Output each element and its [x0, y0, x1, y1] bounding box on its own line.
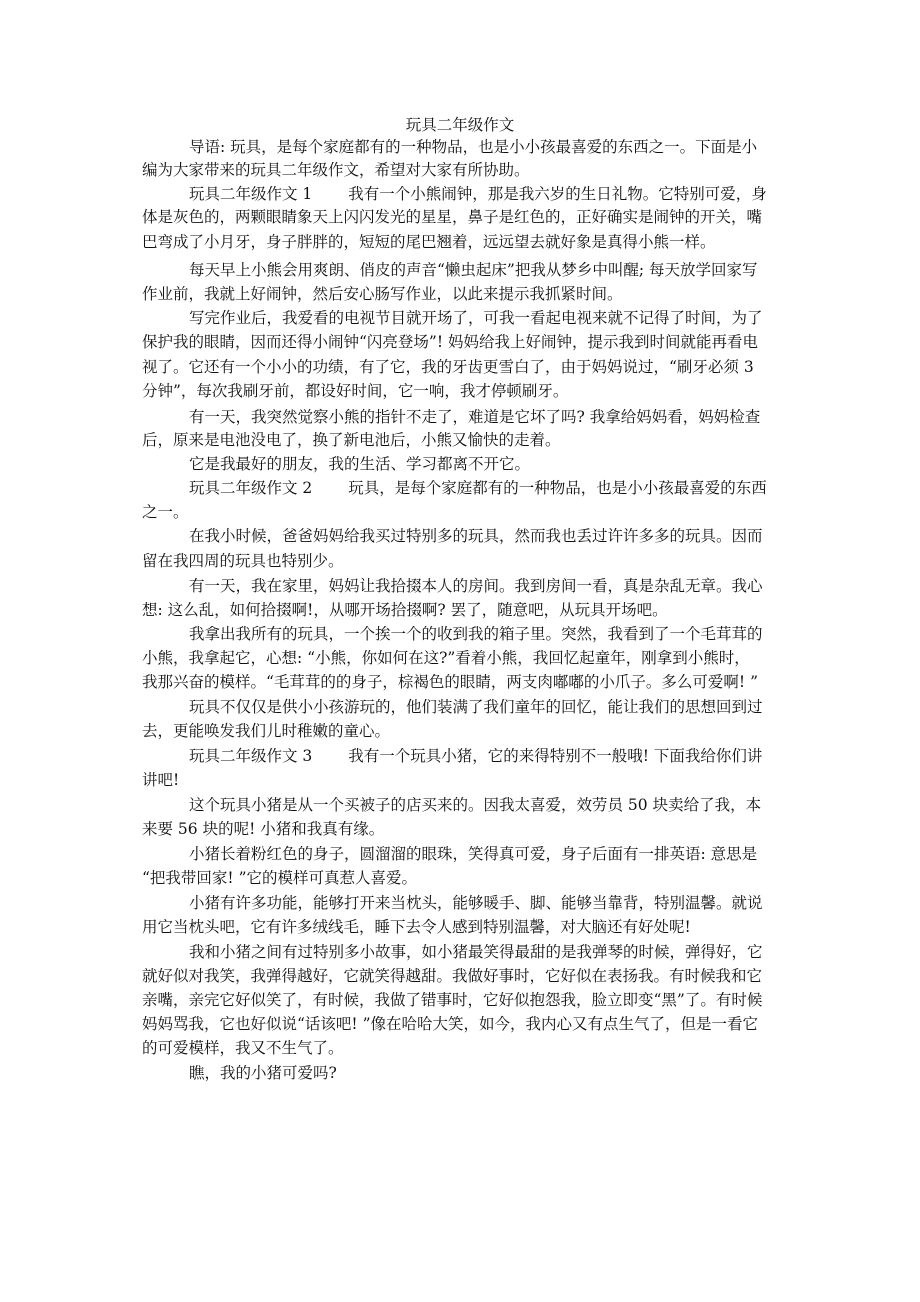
text-line: “把我带回家! ”它的模样可真惹人喜爱。: [142, 869, 418, 887]
text-line: 它是我最好的朋友，我的生活、学习都离不开它。: [189, 455, 531, 473]
text-line: 玩具二年级作文 2 玩具，是每个家庭都有的一种物品，也是小小孩最喜爱的东西: [189, 479, 767, 497]
text-line: 亲嘴，亲完它好似笑了，有时候，我做了错事时，它好似抱怨我，脸立即变“黑”了。有时候: [142, 991, 763, 1009]
text-line: 小熊，我拿起它，心想: “小熊，你如何在这?”看着小熊，我回忆起童年，刚拿到小熊时，: [142, 649, 750, 667]
text-line: 这个玩具小猪是从一个买被子的店买来的。因我太喜爱，效劳员 50 块卖给了我，本: [189, 796, 762, 814]
text-line: 小猪长着粉红色的身子，圆溜溜的眼珠，笑得真可爱，身子后面有一排英语: 意思是: [189, 845, 758, 863]
text-line: 之一。: [142, 503, 189, 521]
text-line: 保护我的眼睛，因而还得小闹钟“闪亮登场”! 妈妈给我上好闹钟，提示我到时间就能再看电: [142, 333, 759, 351]
text-line: 玩具二年级作文 1 我有一个小熊闹钟，那是我六岁的生日礼物。它特别可爱，身: [189, 185, 767, 203]
text-line: 留在我四周的玩具也特别少。: [142, 552, 344, 570]
text-line: 后，原来是电池没电了，换了新电池后，小熊又愉快的走着。: [142, 431, 561, 449]
text-line: 玩具二年级作文 3 我有一个玩具小猪，它的来得特别不一般哦! 下面我给你们讲: [189, 747, 763, 765]
text-line: 妈妈骂我，它也好似说“话该吧! ”像在哈哈大笑，如今，我内心又有点生气了，但是一看它: [142, 1015, 759, 1033]
text-line: 瞧，我的小猪可爱吗?: [189, 1064, 337, 1082]
text-line: 我和小猪之间有过特别多小故事，如小猪最笑得最甜的是我弹琴的时候，弹得好，它: [189, 943, 763, 961]
document-title: 玩具二年级作文: [405, 116, 515, 134]
text-line: 的可爱模样，我又不生气了。: [142, 1039, 344, 1057]
text-line: 作业前，我就上好闹钟，然后安心肠写作业，以此来提示我抓紧时间。: [142, 285, 623, 303]
text-line: 分钟”，每次我刷牙前，都设好时间，它一响，我才停顿刷牙。: [142, 382, 569, 400]
text-line: 讲吧!: [142, 771, 180, 789]
text-line: 巴弯成了小月牙，身子胖胖的，短短的尾巴翘着，远远望去就好象是真得小熊一样。: [142, 233, 716, 251]
text-line: 有一天，我突然觉察小熊的指针不走了，难道是它坏了吗? 我拿给妈妈看，妈妈检查: [189, 408, 761, 426]
text-line: 有一天，我在家里，妈妈让我拾掇本人的房间。我到房间一看，真是杂乱无章。我心: [189, 577, 763, 595]
text-line: 来要 56 块的呢! 小猪和我真有缘。: [142, 820, 385, 838]
text-line: 去，更能唤发我们儿时稚嫩的童心。: [142, 722, 391, 740]
text-line: 每天早上小熊会用爽朗、俏皮的声音“懒虫起床”把我从梦乡中叫醒; 每天放学回家写: [189, 261, 758, 279]
text-line: 编为大家带来的玩具二年级作文，希望对大家有所协助。: [142, 161, 530, 179]
text-line: 我那兴奋的模样。“毛茸茸的的身子，棕褐色的眼睛，两支肉嘟嘟的小爪子。多么可爱啊! ”: [142, 673, 759, 691]
text-line: 在我小时候，爸爸妈妈给我买过特别多的玩具，然而我也丢过许许多多的玩具。因而: [189, 527, 763, 545]
text-line: 体是灰色的，两颗眼睛象天上闪闪发光的星星，鼻子是红色的，正好确实是闹钟的开关，嘴: [142, 208, 763, 226]
text-line: 视了。它还有一个小小的功绩，有了它，我的牙齿更雪白了，由于妈妈说过，“刷牙必须 3: [142, 358, 754, 376]
text-line: 就好似对我笑，我弹得越好，它就笑得越甜。我做好事时，它好似在表扬我。有时候我和它: [142, 967, 763, 985]
text-line: 玩具不仅仅是供小小孩游玩的，他们装满了我们童年的回忆，能让我们的思想回到过: [189, 698, 763, 716]
text-line: 写完作业后，我爱看的电视节目就开场了，可我一看起电视来就不记得了时间，为了: [189, 309, 763, 327]
text-line: 想: 这么乱，如何拾掇啊!，从哪开场拾掇啊? 罢了，随意吧，从玩具开场吧。: [142, 601, 668, 619]
text-line: 小猪有许多功能，能够打开来当枕头，能够暖手、脚、能够当靠背，特别温馨。就说: [189, 894, 763, 912]
text-line: 导语: 玩具，是每个家庭都有的一种物品，也是小小孩最喜爱的东西之一。下面是小: [189, 138, 758, 156]
text-line: 用它当枕头吧，它有许多绒线毛，睡下去令人感到特别温馨，对大脑还有好处呢!: [142, 918, 691, 936]
text-line: 我拿出我所有的玩具，一个挨一个的收到我的箱子里。突然，我看到了一个毛茸茸的: [189, 625, 763, 643]
